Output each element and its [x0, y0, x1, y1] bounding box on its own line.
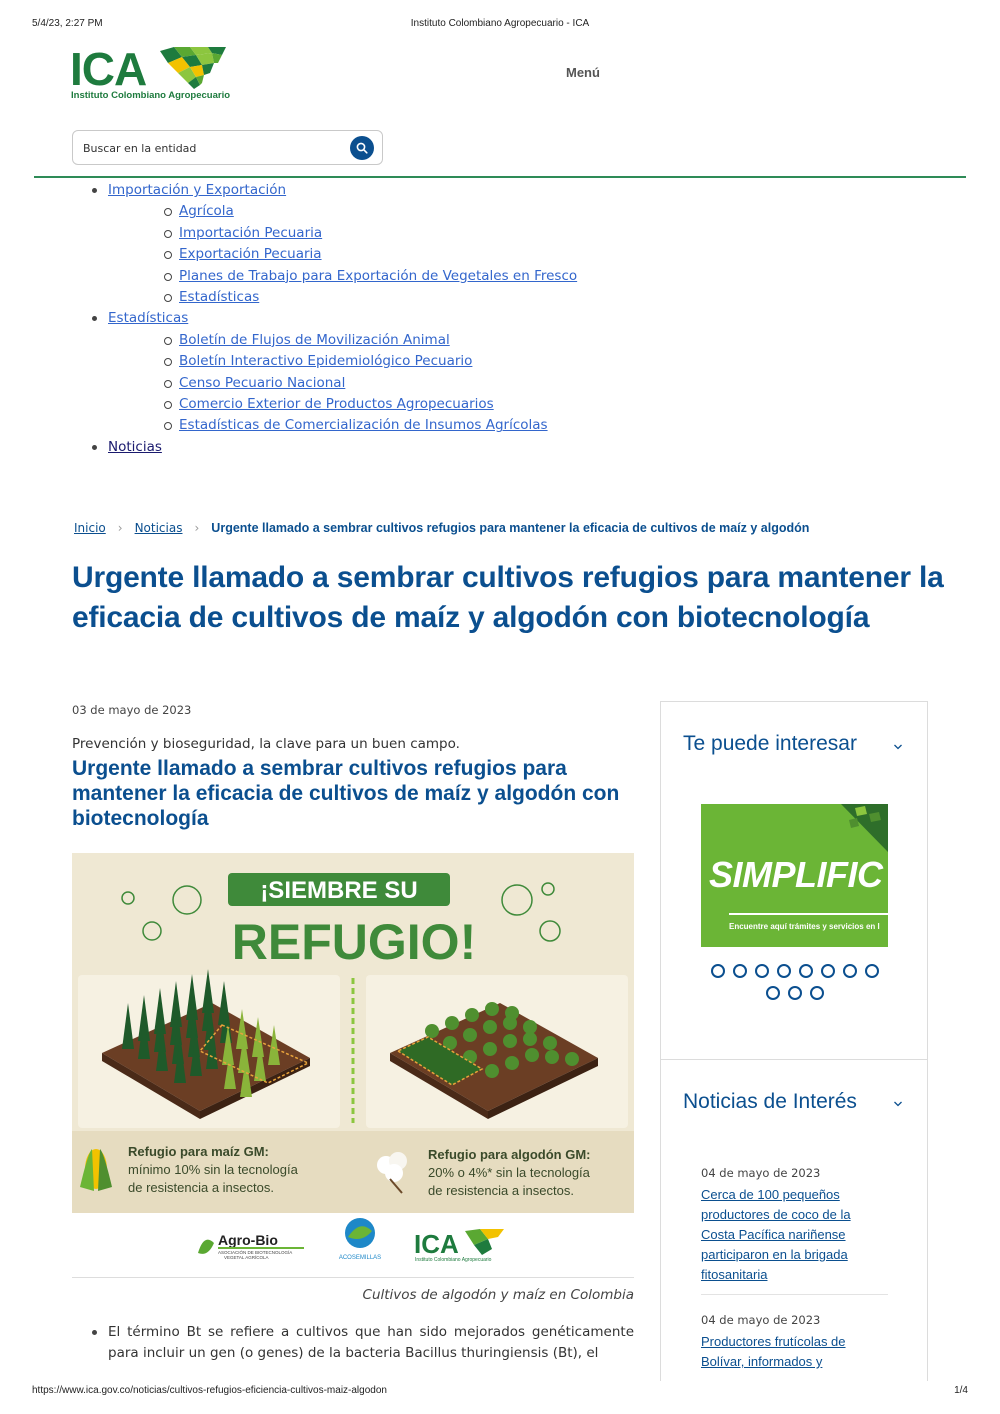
print-title: Instituto Colombiano Agropecuario - ICA	[410, 18, 590, 29]
news-link[interactable]: Productores frutícolas de Bolívar, informados y	[701, 1334, 846, 1369]
nav-link-boletin-flujos[interactable]: Boletín de Flujos de Movilización Animal	[179, 331, 450, 348]
news-divider	[701, 1294, 888, 1295]
nav-subitem	[108, 223, 577, 244]
right-panel-line2: de resistencia a insectos.	[428, 1183, 574, 1198]
print-url: https://www.ica.gov.co/noticias/cultivos-refugios-eficiencia-cultivos-maiz-algodon	[32, 1385, 387, 1396]
nav-subitem	[108, 244, 577, 265]
promo-subtitle: Encuentre aquí trámites y servicios en l	[729, 922, 880, 931]
nav-link-estadisticas[interactable]: Estadísticas	[108, 310, 189, 327]
ica-logo[interactable]	[70, 43, 240, 104]
sponsor-acosemillas: ACOSEMILLAS	[338, 1255, 382, 1261]
banner-main-text: REFUGIO!	[231, 914, 477, 970]
nav-link-agricola[interactable]: Agrícola	[179, 203, 234, 220]
site-nav	[72, 180, 577, 458]
nav-group-estadisticas	[72, 308, 577, 436]
sponsor-ica: ICA	[414, 1229, 459, 1259]
caption-divider	[72, 1277, 634, 1278]
breadcrumb	[74, 521, 809, 535]
print-footer	[32, 1385, 968, 1399]
news-date: 04 de mayo de 2023	[701, 1166, 821, 1180]
left-panel-line2: de resistencia a insectos.	[128, 1180, 274, 1195]
nav-link-comercio-exterior[interactable]: Comercio Exterior de Productos Agropecuarios	[179, 396, 494, 413]
chevron-down-icon[interactable]	[893, 742, 903, 752]
header-divider	[34, 176, 966, 178]
nav-link-censo-pecuario[interactable]: Censo Pecuario Nacional	[179, 374, 346, 391]
left-panel-title: Refugio para maíz GM:	[128, 1144, 269, 1159]
news-item	[701, 1166, 888, 1284]
carousel-dot[interactable]	[799, 964, 813, 978]
sponsor-agrobio-sub2: VEGETAL AGRÍCOLA	[224, 1255, 269, 1260]
carousel-dot[interactable]	[843, 964, 857, 978]
news-item	[701, 1313, 888, 1371]
acosemillas-logo	[339, 1218, 381, 1261]
nav-group-import-export	[72, 180, 577, 308]
sponsor-ica-sub: Instituto Colombiano Agropecuario	[415, 1257, 492, 1263]
article-lead: Prevención y bioseguridad, la clave para un buen campo.	[72, 736, 460, 752]
right-panel-title: Refugio para algodón GM:	[428, 1147, 591, 1162]
nav-link-importacion-pecuaria[interactable]: Importación Pecuaria	[179, 224, 323, 241]
chevron-right-icon: ›	[194, 521, 200, 535]
breadcrumb-current: Urgente llamado a sembrar cultivos refugios para mantener la eficacia de cultivos de maíz y algodón	[211, 521, 810, 535]
news-heading[interactable]: Noticias de Interés	[683, 1090, 857, 1113]
search-button[interactable]	[350, 136, 374, 160]
left-panel-line1: mínimo 10% sin la tecnología	[128, 1162, 298, 1177]
search-bar	[72, 130, 383, 165]
carousel-dot[interactable]	[766, 986, 780, 1000]
nav-link-boletin-epidemiologico[interactable]: Boletín Interactivo Epidemiológico Pecuario	[179, 353, 473, 370]
carousel-dot[interactable]	[865, 964, 879, 978]
page-title: Urgente llamado a sembrar cultivos refugios para mantener la eficacia de cultivos de maíz y algodón con biotecnología	[72, 561, 944, 634]
promo-divider	[729, 913, 888, 915]
sponsor-agrobio: Agro-Bio	[218, 1232, 278, 1248]
nav-link-planes-trabajo[interactable]: Planes de Trabajo para Exportación de Vegetales en Fresco	[179, 267, 578, 284]
menu-button[interactable]: Menú	[566, 65, 600, 80]
logo-subtitle: Instituto Colombiano Agropecuario	[71, 90, 231, 101]
agrobio-logo	[198, 1232, 304, 1260]
article-date: 03 de mayo de 2023	[72, 703, 192, 717]
nav-subitem	[108, 394, 577, 415]
carousel-dot[interactable]	[821, 964, 835, 978]
banner-top-text: ¡SIEMBRE SU	[260, 877, 418, 904]
nav-subitem	[108, 351, 577, 372]
carousel-dot[interactable]	[777, 964, 791, 978]
nav-subitem	[108, 330, 577, 351]
carousel-dot[interactable]	[733, 964, 747, 978]
sponsor-logos	[72, 1213, 634, 1277]
article-bullet: El término Bt se refiere a cultivos que han sido mejorados genéticamente para incluir un gen (o genes) de la bacteria Bacillus thuringiensis (Bt), el	[72, 1322, 634, 1364]
chevron-down-icon[interactable]	[893, 1099, 903, 1109]
article-body-list	[72, 1322, 634, 1364]
nav-link-import-export[interactable]: Importación y Exportación	[108, 182, 287, 198]
sidebar	[660, 701, 928, 1381]
sponsor-agrobio-sub1: ASOCIACIÓN DE BIOTECNOLOGÍA	[218, 1250, 293, 1255]
news-date: 04 de mayo de 2023	[701, 1313, 821, 1327]
article-subtitle: Urgente llamado a sembrar cultivos refugios para mantener la eficacia de cultivos de maíz y algodón con biotecnología	[72, 757, 620, 830]
carousel-dot[interactable]	[711, 964, 725, 978]
refugio-infographic	[72, 853, 634, 1213]
search-input[interactable]	[83, 139, 343, 157]
ica-sponsor-logo	[414, 1229, 504, 1263]
nav-subitem	[108, 415, 577, 436]
nav-group-noticias	[72, 437, 577, 458]
logo-mark-icon	[160, 47, 228, 91]
nav-subitem	[108, 201, 577, 222]
nav-link-estadisticas-ie[interactable]: Estadísticas	[179, 289, 260, 306]
nav-subitem	[108, 373, 577, 394]
print-header	[32, 18, 968, 32]
print-datetime: 5/4/23, 2:27 PM	[32, 18, 103, 29]
logo-letters: ICA	[70, 43, 147, 95]
image-caption: Cultivos de algodón y maíz en Colombia	[362, 1287, 634, 1303]
carousel-dot[interactable]	[755, 964, 769, 978]
search-icon	[356, 142, 368, 154]
right-panel-line1: 20% o 4%* sin la tecnología	[428, 1165, 590, 1180]
chevron-right-icon: ›	[117, 521, 123, 535]
simplifica-banner[interactable]	[701, 804, 888, 947]
interest-heading[interactable]: Te puede interesar	[683, 732, 857, 755]
nav-subitem	[108, 266, 577, 287]
promo-pattern-icon	[821, 804, 888, 852]
nav-link-insumos-agricolas[interactable]: Estadísticas de Comercialización de Insumos Agrícolas	[179, 417, 548, 434]
carousel-dot[interactable]	[788, 986, 802, 1000]
breadcrumb-section[interactable]: Noticias	[134, 521, 183, 535]
nav-subitem	[108, 287, 577, 308]
news-link[interactable]: Cerca de 100 pequeños productores de coco de la Costa Pacífica nariñense participaron en la brigada fitosanitaria	[701, 1187, 851, 1282]
promo-title: SIMPLIFIC	[709, 854, 883, 895]
hero-image	[72, 853, 634, 1213]
breadcrumb-home[interactable]: Inicio	[74, 521, 106, 535]
carousel-dot[interactable]	[810, 986, 824, 1000]
print-page-number: 1/4	[954, 1385, 968, 1396]
nav-link-noticias[interactable]: Noticias	[108, 438, 162, 455]
carousel-dots	[701, 964, 888, 1000]
sidebar-divider	[661, 1059, 927, 1060]
nav-link-exportacion-pecuaria[interactable]: Exportación Pecuaria	[179, 246, 322, 263]
